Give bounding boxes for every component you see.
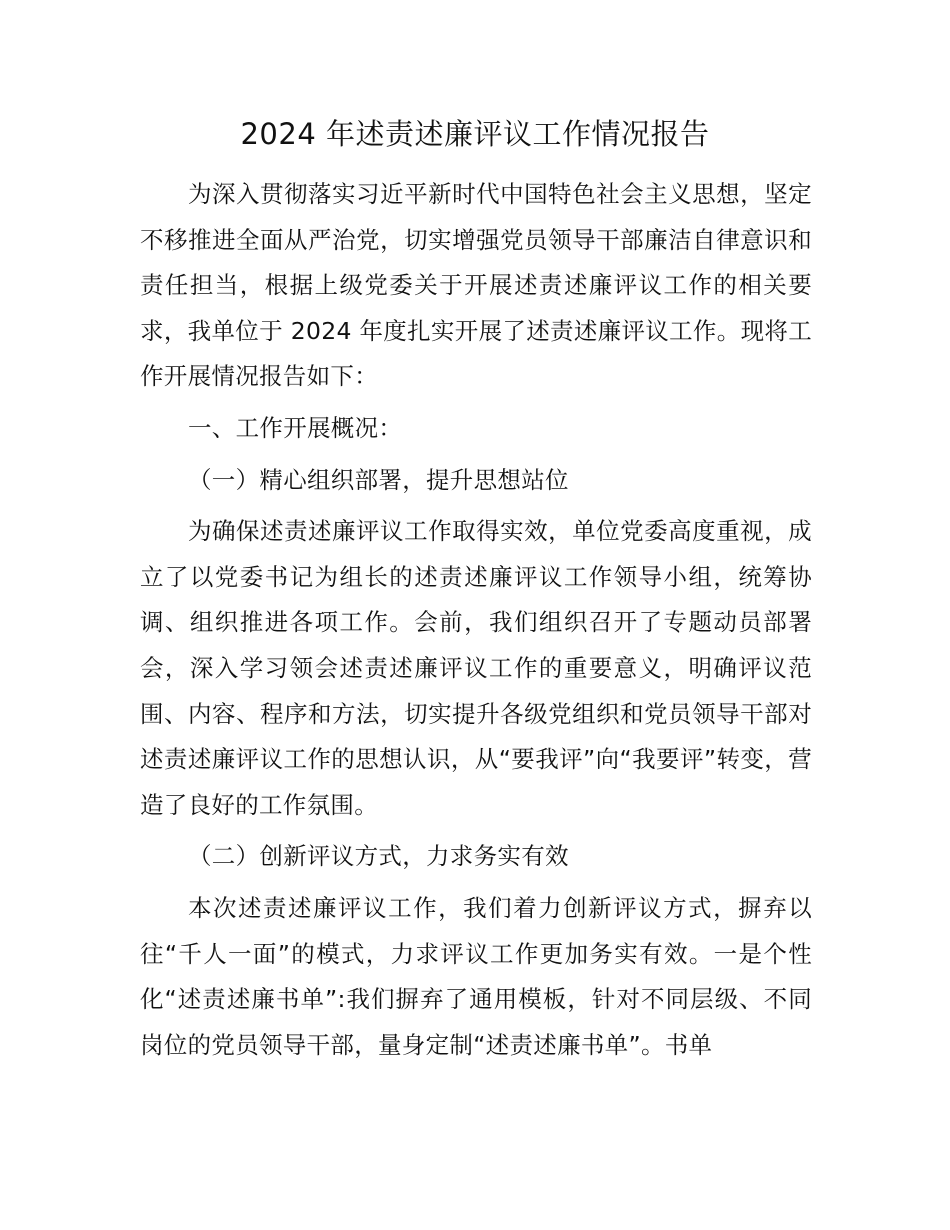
document-body (140, 172, 812, 1068)
section-heading-1: 一、工作开展概况： (188, 413, 403, 442)
subsection-heading-2: （二）创新评议方式，力求务实有效 (188, 842, 569, 871)
subsection-heading-1: （一）精心组织部署，提升思想站位 (188, 465, 569, 494)
subsection-1-paragraph: 为确保述责述廉评议工作取得实效，单位党委高度重视，成立了以党委书记为组长的述责述廉评议工作领导小组，统筹协调、组织推进各项工作。会前，我们组织召开了专题动员部署会，深入学习领会述责述廉评议工作的重要意义，明确评议范围、内容、程序和方法，切实提升各级党组织和党员领导干部对述责述廉评议工作的思想认识，从“要我评”向“我要评”转变，营造了良好的工作氛围。 (140, 517, 812, 819)
document-title: 2024 年述责述廉评议工作情况报告 (240, 117, 710, 151)
intro-paragraph: 为深入贯彻落实习近平新时代中国特色社会主义思想，坚定不移推进全面从严治党，切实增强党员领导干部廉洁自律意识和责任担当，根据上级党委关于开展述责述廉评议工作的相关要求，我单位于 2024 年度扎实开展了述责述廉评议工作。现将工作开展情况报告如下： (140, 180, 812, 391)
subsection-2-paragraph: 本次述责述廉评议工作，我们着力创新评议方式，摒弃以往“千人一面”的模式，力求评议工作更加务实有效。一是个性化“述责述廉书单”:我们摒弃了通用模板，针对不同层级、不同岗位的党员领导干部，量身定制“述责述廉书单”。书单 (140, 893, 812, 1059)
